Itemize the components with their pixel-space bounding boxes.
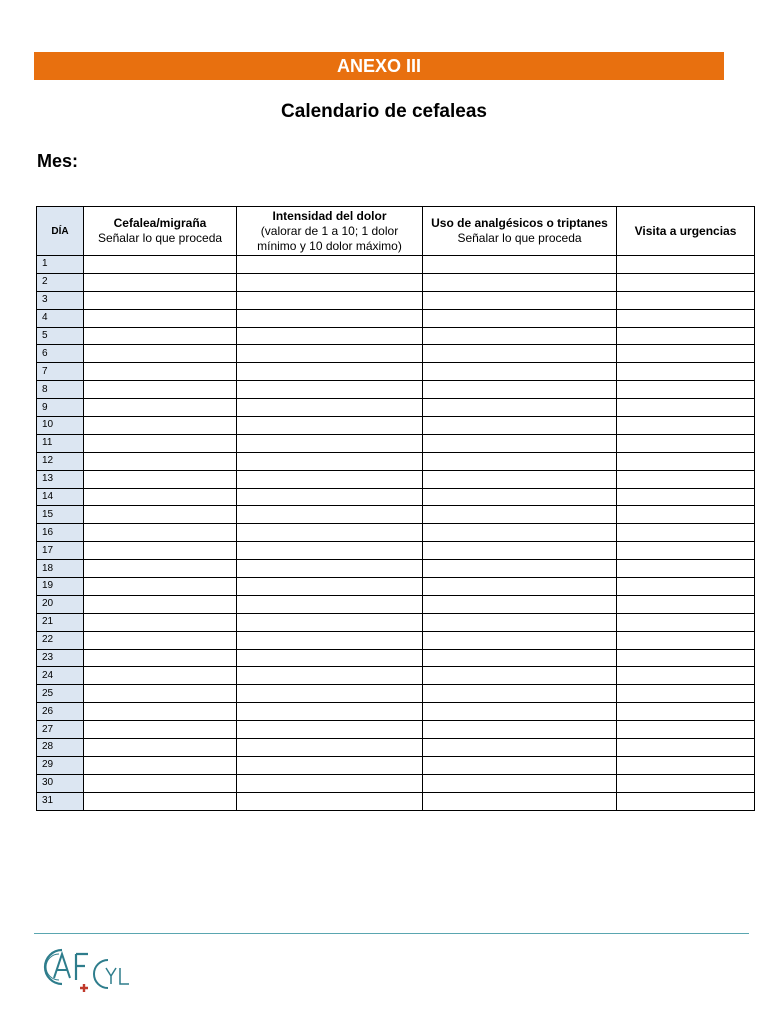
medication-entry-cell[interactable]	[423, 417, 617, 435]
day-number-cell: 25	[37, 685, 84, 703]
emergency-visit-entry-cell[interactable]	[617, 721, 755, 739]
medication-entry-cell[interactable]	[423, 560, 617, 578]
headache-entry-cell[interactable]	[84, 470, 237, 488]
day-number-cell: 15	[37, 506, 84, 524]
headache-entry-cell[interactable]	[84, 256, 237, 274]
column-header-medication	[423, 207, 617, 256]
headache-entry-cell[interactable]	[84, 309, 237, 327]
emergency-visit-entry-cell[interactable]	[617, 417, 755, 435]
emergency-visit-entry-cell[interactable]	[617, 667, 755, 685]
medication-entry-cell[interactable]	[423, 291, 617, 309]
emergency-visit-entry-cell[interactable]	[617, 542, 755, 560]
table-row	[37, 685, 755, 703]
headache-entry-cell[interactable]	[84, 506, 237, 524]
headache-entry-cell[interactable]	[84, 488, 237, 506]
headache-entry-cell[interactable]	[84, 434, 237, 452]
annex-banner: ANEXO III	[34, 52, 724, 80]
pain-intensity-entry-cell[interactable]	[237, 739, 423, 757]
table-row	[37, 452, 755, 470]
table-row	[37, 273, 755, 291]
table-header-row	[37, 207, 755, 256]
pain-intensity-entry-cell[interactable]	[237, 273, 423, 291]
table-row	[37, 363, 755, 381]
table-row	[37, 381, 755, 399]
day-number-cell: 2	[37, 273, 84, 291]
pain-intensity-entry-cell[interactable]	[237, 792, 423, 810]
day-number-cell: 30	[37, 774, 84, 792]
day-number-cell: 8	[37, 381, 84, 399]
calendar-body	[37, 256, 755, 811]
pain-intensity-entry-cell[interactable]	[237, 631, 423, 649]
headache-entry-cell[interactable]	[84, 363, 237, 381]
emergency-visit-entry-cell[interactable]	[617, 470, 755, 488]
emergency-visit-entry-cell[interactable]	[617, 506, 755, 524]
emergency-visit-entry-cell[interactable]	[617, 703, 755, 721]
pain-intensity-entry-cell[interactable]	[237, 417, 423, 435]
medication-entry-cell[interactable]	[423, 345, 617, 363]
day-number-cell: 27	[37, 721, 84, 739]
medication-entry-cell[interactable]	[423, 667, 617, 685]
table-row	[37, 488, 755, 506]
pain-intensity-entry-cell[interactable]	[237, 381, 423, 399]
emergency-visit-entry-cell[interactable]	[617, 256, 755, 274]
medication-entry-cell[interactable]	[423, 739, 617, 757]
table-row	[37, 417, 755, 435]
day-number-cell: 3	[37, 291, 84, 309]
table-row	[37, 774, 755, 792]
emergency-visit-entry-cell[interactable]	[617, 739, 755, 757]
column-header-emergency-visit	[617, 207, 755, 256]
headache-entry-cell[interactable]	[84, 399, 237, 417]
day-number-cell: 13	[37, 470, 84, 488]
medication-entry-cell[interactable]	[423, 756, 617, 774]
day-number-cell: 21	[37, 613, 84, 631]
pain-intensity-entry-cell[interactable]	[237, 560, 423, 578]
pain-intensity-entry-cell[interactable]	[237, 488, 423, 506]
table-row	[37, 649, 755, 667]
day-number-cell: 16	[37, 524, 84, 542]
day-number-cell: 26	[37, 703, 84, 721]
column-header-day	[37, 207, 84, 256]
emergency-visit-entry-cell[interactable]	[617, 327, 755, 345]
pain-intensity-entry-cell[interactable]	[237, 309, 423, 327]
headache-entry-cell[interactable]	[84, 631, 237, 649]
column-header-pain-intensity-subtitle: (valorar de 1 a 10; 1 dolor mínimo y 10 dolor máximo)	[257, 223, 402, 253]
pain-intensity-entry-cell[interactable]	[237, 256, 423, 274]
cafcyl-logo	[40, 940, 140, 996]
emergency-visit-entry-cell[interactable]	[617, 792, 755, 810]
emergency-visit-entry-cell[interactable]	[617, 685, 755, 703]
headache-calendar-table	[36, 206, 755, 811]
column-header-pain-intensity	[237, 207, 423, 256]
headache-entry-cell[interactable]	[84, 649, 237, 667]
table-row	[37, 560, 755, 578]
pain-intensity-entry-cell[interactable]	[237, 578, 423, 596]
pain-intensity-entry-cell[interactable]	[237, 667, 423, 685]
column-header-medication-subtitle: Señalar lo que proceda	[457, 231, 582, 245]
pain-intensity-entry-cell[interactable]	[237, 291, 423, 309]
medication-entry-cell[interactable]	[423, 774, 617, 792]
day-number-cell: 4	[37, 309, 84, 327]
headache-entry-cell[interactable]	[84, 345, 237, 363]
emergency-visit-entry-cell[interactable]	[617, 488, 755, 506]
medication-entry-cell[interactable]	[423, 792, 617, 810]
medication-entry-cell[interactable]	[423, 309, 617, 327]
emergency-visit-entry-cell[interactable]	[617, 363, 755, 381]
headache-entry-cell[interactable]	[84, 703, 237, 721]
headache-entry-cell[interactable]	[84, 452, 237, 470]
pain-intensity-entry-cell[interactable]	[237, 470, 423, 488]
medication-entry-cell[interactable]	[423, 613, 617, 631]
medication-entry-cell[interactable]	[423, 631, 617, 649]
table-row	[37, 578, 755, 596]
table-row	[37, 703, 755, 721]
table-row	[37, 256, 755, 274]
day-number-cell: 12	[37, 452, 84, 470]
headache-entry-cell[interactable]	[84, 417, 237, 435]
medication-entry-cell[interactable]	[423, 470, 617, 488]
day-number-cell: 23	[37, 649, 84, 667]
emergency-visit-entry-cell[interactable]	[617, 560, 755, 578]
pain-intensity-entry-cell[interactable]	[237, 703, 423, 721]
day-number-cell: 14	[37, 488, 84, 506]
day-number-cell: 5	[37, 327, 84, 345]
emergency-visit-entry-cell[interactable]	[617, 452, 755, 470]
column-header-emergency-visit-title: Visita a urgencias	[634, 223, 737, 238]
medication-entry-cell[interactable]	[423, 524, 617, 542]
medication-entry-cell[interactable]	[423, 703, 617, 721]
headache-entry-cell[interactable]	[84, 685, 237, 703]
medication-entry-cell[interactable]	[423, 363, 617, 381]
emergency-visit-entry-cell[interactable]	[617, 649, 755, 667]
headache-entry-cell[interactable]	[84, 774, 237, 792]
pain-intensity-entry-cell[interactable]	[237, 542, 423, 560]
emergency-visit-entry-cell[interactable]	[617, 381, 755, 399]
medication-entry-cell[interactable]	[423, 327, 617, 345]
pain-intensity-entry-cell[interactable]	[237, 685, 423, 703]
medication-entry-cell[interactable]	[423, 399, 617, 417]
medication-entry-cell[interactable]	[423, 721, 617, 739]
emergency-visit-entry-cell[interactable]	[617, 399, 755, 417]
headache-entry-cell[interactable]	[84, 524, 237, 542]
headache-entry-cell[interactable]	[84, 613, 237, 631]
day-number-cell: 10	[37, 417, 84, 435]
emergency-visit-entry-cell[interactable]	[617, 756, 755, 774]
pain-intensity-entry-cell[interactable]	[237, 613, 423, 631]
table-row	[37, 739, 755, 757]
table-row	[37, 542, 755, 560]
day-number-cell: 9	[37, 399, 84, 417]
table-row	[37, 327, 755, 345]
medication-entry-cell[interactable]	[423, 595, 617, 613]
table-row	[37, 506, 755, 524]
medication-entry-cell[interactable]	[423, 381, 617, 399]
pain-intensity-entry-cell[interactable]	[237, 434, 423, 452]
column-header-headache-title: Cefalea/migraña	[113, 216, 207, 230]
day-number-cell: 17	[37, 542, 84, 560]
emergency-visit-entry-cell[interactable]	[617, 595, 755, 613]
medication-entry-cell[interactable]	[423, 452, 617, 470]
table-row	[37, 613, 755, 631]
table-row	[37, 595, 755, 613]
emergency-visit-entry-cell[interactable]	[617, 434, 755, 452]
medication-entry-cell[interactable]	[423, 578, 617, 596]
headache-entry-cell[interactable]	[84, 560, 237, 578]
footer-divider	[34, 933, 749, 934]
month-label: Mes:	[37, 151, 79, 171]
pain-intensity-entry-cell[interactable]	[237, 399, 423, 417]
column-header-pain-intensity-title: Intensidad del dolor	[272, 208, 387, 223]
column-header-medication-title: Uso de analgésicos o triptanes	[431, 216, 608, 230]
medication-entry-cell[interactable]	[423, 506, 617, 524]
emergency-visit-entry-cell[interactable]	[617, 774, 755, 792]
emergency-visit-entry-cell[interactable]	[617, 291, 755, 309]
emergency-visit-entry-cell[interactable]	[617, 613, 755, 631]
day-number-cell: 11	[37, 434, 84, 452]
emergency-visit-entry-cell[interactable]	[617, 578, 755, 596]
headache-entry-cell[interactable]	[84, 381, 237, 399]
column-header-headache	[84, 207, 237, 256]
pain-intensity-entry-cell[interactable]	[237, 595, 423, 613]
column-header-headache-subtitle: Señalar lo que proceda	[97, 231, 223, 245]
medication-entry-cell[interactable]	[423, 542, 617, 560]
medication-entry-cell[interactable]	[423, 273, 617, 291]
table-row	[37, 631, 755, 649]
page-title: Calendario de cefaleas	[281, 101, 487, 122]
table-row	[37, 470, 755, 488]
headache-entry-cell[interactable]	[84, 595, 237, 613]
day-number-cell: 19	[37, 578, 84, 596]
pain-intensity-entry-cell[interactable]	[237, 363, 423, 381]
day-number-cell: 6	[37, 345, 84, 363]
headache-entry-cell[interactable]	[84, 273, 237, 291]
day-number-cell: 20	[37, 595, 84, 613]
day-number-cell: 24	[37, 667, 84, 685]
emergency-visit-entry-cell[interactable]	[617, 631, 755, 649]
emergency-visit-entry-cell[interactable]	[617, 273, 755, 291]
pain-intensity-entry-cell[interactable]	[237, 524, 423, 542]
headache-entry-cell[interactable]	[84, 667, 237, 685]
pain-intensity-entry-cell[interactable]	[237, 721, 423, 739]
column-header-day-title: DÍA	[51, 225, 69, 237]
headache-entry-cell[interactable]	[84, 721, 237, 739]
table-row	[37, 345, 755, 363]
headache-entry-cell[interactable]	[84, 578, 237, 596]
emergency-visit-entry-cell[interactable]	[617, 309, 755, 327]
headache-entry-cell[interactable]	[84, 792, 237, 810]
pain-intensity-entry-cell[interactable]	[237, 345, 423, 363]
pain-intensity-entry-cell[interactable]	[237, 506, 423, 524]
day-number-cell: 1	[37, 256, 84, 274]
day-number-cell: 18	[37, 560, 84, 578]
table-row	[37, 524, 755, 542]
day-number-cell: 22	[37, 631, 84, 649]
table-row	[37, 792, 755, 810]
pain-intensity-entry-cell[interactable]	[237, 774, 423, 792]
headache-entry-cell[interactable]	[84, 542, 237, 560]
emergency-visit-entry-cell[interactable]	[617, 524, 755, 542]
table-row	[37, 399, 755, 417]
table-row	[37, 721, 755, 739]
day-number-cell: 31	[37, 792, 84, 810]
pain-intensity-entry-cell[interactable]	[237, 649, 423, 667]
emergency-visit-entry-cell[interactable]	[617, 345, 755, 363]
day-number-cell: 28	[37, 739, 84, 757]
medication-entry-cell[interactable]	[423, 488, 617, 506]
day-number-cell: 7	[37, 363, 84, 381]
medication-entry-cell[interactable]	[423, 434, 617, 452]
medication-entry-cell[interactable]	[423, 685, 617, 703]
table-row	[37, 756, 755, 774]
table-row	[37, 309, 755, 327]
headache-entry-cell[interactable]	[84, 327, 237, 345]
headache-entry-cell[interactable]	[84, 739, 237, 757]
pain-intensity-entry-cell[interactable]	[237, 327, 423, 345]
medication-entry-cell[interactable]	[423, 256, 617, 274]
headache-entry-cell[interactable]	[84, 756, 237, 774]
table-row	[37, 434, 755, 452]
headache-entry-cell[interactable]	[84, 291, 237, 309]
medication-entry-cell[interactable]	[423, 649, 617, 667]
table-row	[37, 667, 755, 685]
table-row	[37, 291, 755, 309]
day-number-cell: 29	[37, 756, 84, 774]
pain-intensity-entry-cell[interactable]	[237, 756, 423, 774]
pain-intensity-entry-cell[interactable]	[237, 452, 423, 470]
